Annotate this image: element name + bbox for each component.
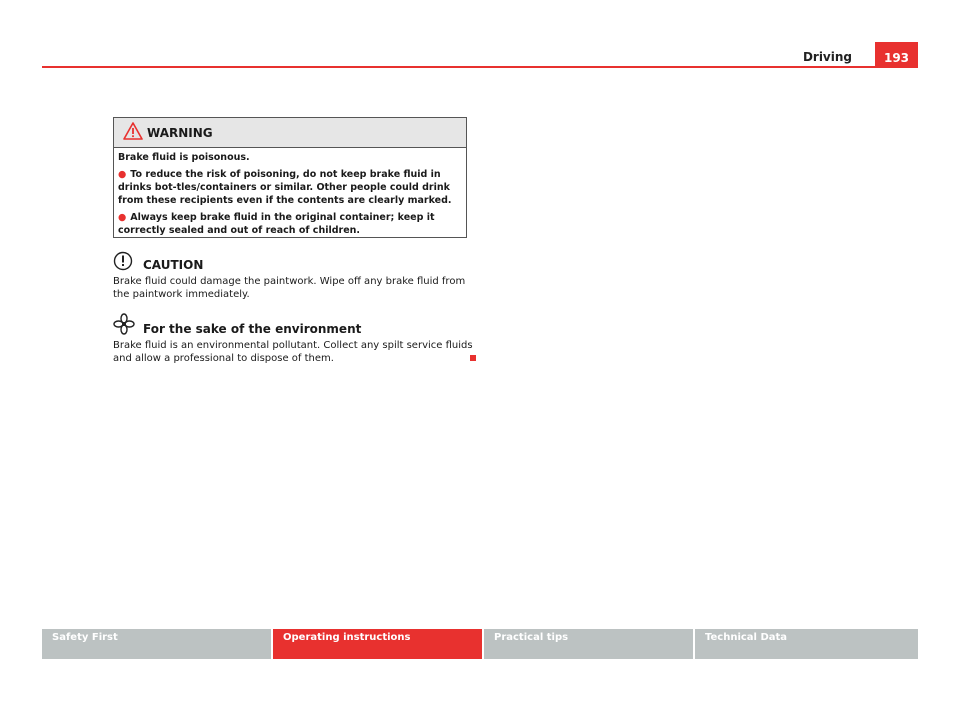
warning-bullet-2: [118, 211, 461, 237]
warning-body: [114, 148, 466, 237]
warning-bullet-text: To reduce the risk of poisoning, do not keep brake fluid in drinks bot-tles/containers or similar. Other people could drink from these recipients even if the contents are clearly marked.: [118, 169, 452, 206]
footer-tab-operating-instructions[interactable]: [273, 629, 482, 659]
header-rule: [42, 66, 918, 68]
bullet-icon: ●: [118, 212, 127, 223]
footer-tab-label: Safety First: [52, 632, 118, 643]
section-end-marker: [470, 355, 476, 361]
environment-flower-icon: [113, 313, 135, 335]
caution-text: Brake fluid could damage the paintwork. Wipe off any brake fluid from the paintwork immediately.: [113, 276, 466, 300]
bullet-icon: ●: [118, 169, 127, 180]
warning-triangle-icon: [123, 122, 143, 140]
footer-tab-label: Technical Data: [705, 632, 788, 643]
warning-lead: Brake fluid is poisonous.: [118, 152, 250, 163]
footer-tab-label: Practical tips: [494, 632, 569, 643]
warning-bullet-text: Always keep brake fluid in the original container; keep it correctly sealed and out of reach of children.: [118, 212, 435, 236]
section-title: Driving: [802, 50, 852, 64]
environment-title: For the sake of the environment: [143, 322, 362, 336]
warning-header: [114, 118, 466, 148]
warning-title: WARNING: [147, 126, 213, 140]
page-number: 193: [875, 42, 918, 68]
caution-exclamation-icon: [113, 251, 133, 271]
caution-title: CAUTION: [143, 258, 204, 272]
footer-tab-technical-data[interactable]: [695, 629, 918, 659]
warning-box: [113, 117, 467, 238]
environment-text: Brake fluid is an environmental pollutant. Collect any spilt service fluids and allow a professional to dispose of them.: [113, 340, 473, 364]
footer-tab-practical-tips[interactable]: [484, 629, 693, 659]
footer-tab-label: Operating instructions: [283, 632, 411, 643]
footer-tab-safety-first[interactable]: [42, 629, 271, 659]
warning-bullet-1: [118, 168, 461, 207]
